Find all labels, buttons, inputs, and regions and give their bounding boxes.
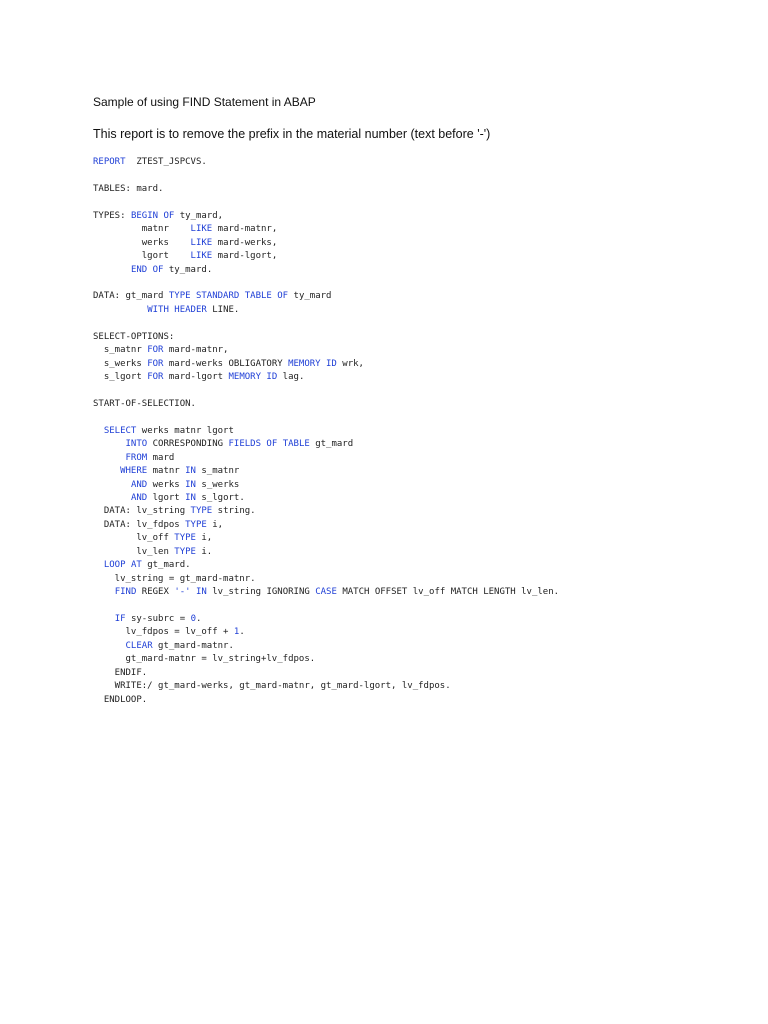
code-number: 0 [190,613,196,624]
code-text: s_matnr [195,466,240,477]
code-keyword: FOR [147,358,164,369]
code-line [93,277,559,290]
code-text: lv_string = gt_mard-matnr. [93,573,256,584]
code-line [93,371,559,384]
code-keyword: END [130,264,148,275]
code-line [93,425,559,438]
code-keyword: TABLE [244,291,272,302]
code-line [93,237,559,250]
code-text: matnr [147,466,186,477]
code-text: mard-matnr, [212,224,278,235]
code-line [93,559,559,572]
document-title: Sample of using FIND Statement in ABAP [93,95,316,109]
code-text: s_matnr [93,345,148,356]
code-keyword: AND [130,492,148,503]
code-line [93,599,559,612]
code-text: s_werks [195,479,240,490]
code-keyword: ID [266,372,278,382]
code-text: gt_mard-matnr. [152,640,234,651]
code-line [93,304,559,317]
code-text: gt_mard-matnr = lv_string+lv_fdpos. [93,654,316,665]
code-text: werks [147,479,186,490]
code-keyword: ID [326,358,337,369]
code-text: DATA: gt_mard [93,291,169,302]
code-keyword: LOOP [103,560,126,571]
code-text: lv_off [93,533,175,544]
code-keyword: FOR [147,345,164,356]
code-text: MATCH OFFSET lv_off MATCH LENGTH lv_len. [336,587,560,597]
code-text: mard-lgort, [212,251,278,262]
code-keyword: IF [114,613,126,624]
code-line [93,465,559,478]
code-text: START-OF-SELECTION. [93,398,196,409]
code-text: i. [195,546,213,557]
code-text: matnr [93,224,191,235]
code-line [93,505,559,518]
code-keyword: TABLE [282,439,310,450]
code-line [93,169,559,182]
code-text: lv_fdpos = lv_off + [93,627,234,638]
code-text [93,587,115,597]
code-keyword: FIELDS [228,439,261,450]
code-text: gt_mard [309,439,354,450]
code-text: DATA: lv_fdpos [93,519,186,530]
code-text: ENDIF. [93,667,148,678]
code-keyword: CLEAR [125,640,153,651]
code-keyword: WHERE [120,466,148,477]
code-keyword: IN [185,479,196,490]
code-line [93,640,559,653]
code-text: ENDLOOP. [93,694,148,705]
code-line [93,156,559,169]
code-text: ty_mard, [174,210,224,221]
code-keyword: IN [185,466,196,477]
code-text: sy-subrc = [125,613,191,624]
code-text: WRITE:/ gt_mard-werks, gt_mard-matnr, gt_mard-lgort, lv_fdpos. [93,681,451,692]
code-keyword: TYPE [174,533,196,544]
code-text: s_lgort. [195,492,245,503]
code-keyword: CASE [315,587,337,597]
code-keyword: FIND [114,587,137,597]
code-text: SELECT-OPTIONS: [93,331,175,342]
code-keyword: INTO [125,439,148,450]
code-keyword: STANDARD [195,291,240,302]
code-keyword: WITH [147,304,169,315]
code-line [93,680,559,693]
code-keyword: SELECT [103,425,137,436]
code-keyword: IN [185,492,196,503]
code-text: TABLES: mard. [93,183,164,194]
code-line [93,532,559,545]
code-line [93,546,559,559]
code-keyword: MEMORY [228,372,261,382]
code-line [93,573,559,586]
code-text: TYPES: [93,210,131,221]
code-text: lv_len [93,546,175,557]
code-keyword: OF [163,210,175,221]
code-text [93,641,126,651]
code-line [93,586,559,599]
code-text: lgort [147,492,186,503]
code-text [93,439,126,449]
code-text [93,453,126,463]
code-line [93,653,559,666]
code-text [93,560,104,570]
document-subtitle: This report is to remove the prefix in the material number (text before '-') [93,127,491,141]
code-line [93,626,559,639]
code-keyword: TYPE [174,546,196,557]
code-text: lgort [93,251,191,262]
code-line [93,398,559,411]
code-string: '-' [174,587,191,597]
code-text: . [239,627,245,638]
code-keyword: FROM [125,452,148,463]
code-keyword: OF [277,291,289,302]
code-keyword: LIKE [190,251,213,262]
abap-code-block [93,156,559,707]
code-keyword: AND [130,479,148,490]
code-keyword: TYPE [185,519,207,530]
code-keyword: MEMORY [288,358,321,369]
code-text: CORRESPONDING [147,439,229,450]
code-keyword: OF [266,439,278,450]
code-line [93,438,559,451]
code-line [93,344,559,357]
code-number: 1 [233,627,240,638]
code-keyword: AT [130,560,142,571]
code-line [93,452,559,465]
code-text: lag. [277,372,305,382]
code-text [93,426,104,436]
code-keyword: IN [196,587,207,597]
code-text: mard-lgort [163,372,229,382]
code-text [93,614,115,624]
code-line [93,358,559,371]
code-line [93,331,559,344]
code-text: i, [206,519,224,530]
code-text: mard-matnr, [163,345,229,356]
code-keyword: FOR [147,372,164,382]
code-text: lv_string IGNORING [206,587,316,597]
code-text: s_werks [93,358,148,369]
code-line [93,519,559,532]
code-text: DATA: lv_string [93,506,191,517]
code-line [93,264,559,277]
code-keyword: OF [152,264,164,275]
code-text: REGEX [136,587,175,597]
code-line [93,694,559,707]
code-line [93,290,559,303]
code-text: ty_mard. [163,264,213,275]
code-line [93,492,559,505]
code-text: LINE. [206,304,240,315]
code-keyword: LIKE [190,237,213,248]
code-text: string. [212,506,256,517]
code-keyword: HEADER [174,304,207,315]
code-line [93,613,559,626]
code-line [93,196,559,209]
code-text: werks matnr lgort [136,425,234,436]
code-keyword: BEGIN [130,210,159,221]
code-text [93,466,120,476]
code-keyword: TYPE [168,291,191,302]
code-text: mard-werks OBLIGATORY [163,358,289,369]
code-keyword: REPORT [93,157,126,167]
code-keyword: TYPE [190,506,213,517]
code-text: ZTEST_JSPCVS. [125,157,207,167]
code-text [93,480,131,490]
code-text: mard [147,452,175,463]
code-text [93,493,131,503]
code-line [93,183,559,196]
code-line [93,223,559,236]
code-line [93,667,559,680]
code-keyword: LIKE [190,224,213,235]
code-text [93,305,147,315]
code-text: werks [93,237,191,248]
code-text: gt_mard. [141,560,191,571]
code-line [93,384,559,397]
code-text: ty_mard [288,291,332,302]
code-text: . [195,613,202,624]
code-text: mard-werks, [212,237,278,248]
code-line [93,250,559,263]
code-line [93,479,559,492]
code-text: i, [195,533,213,544]
code-text [93,265,131,275]
code-line [93,210,559,223]
code-line [93,317,559,330]
code-line [93,411,559,424]
code-text: wrk, [336,358,364,369]
code-text: s_lgort [93,372,148,382]
